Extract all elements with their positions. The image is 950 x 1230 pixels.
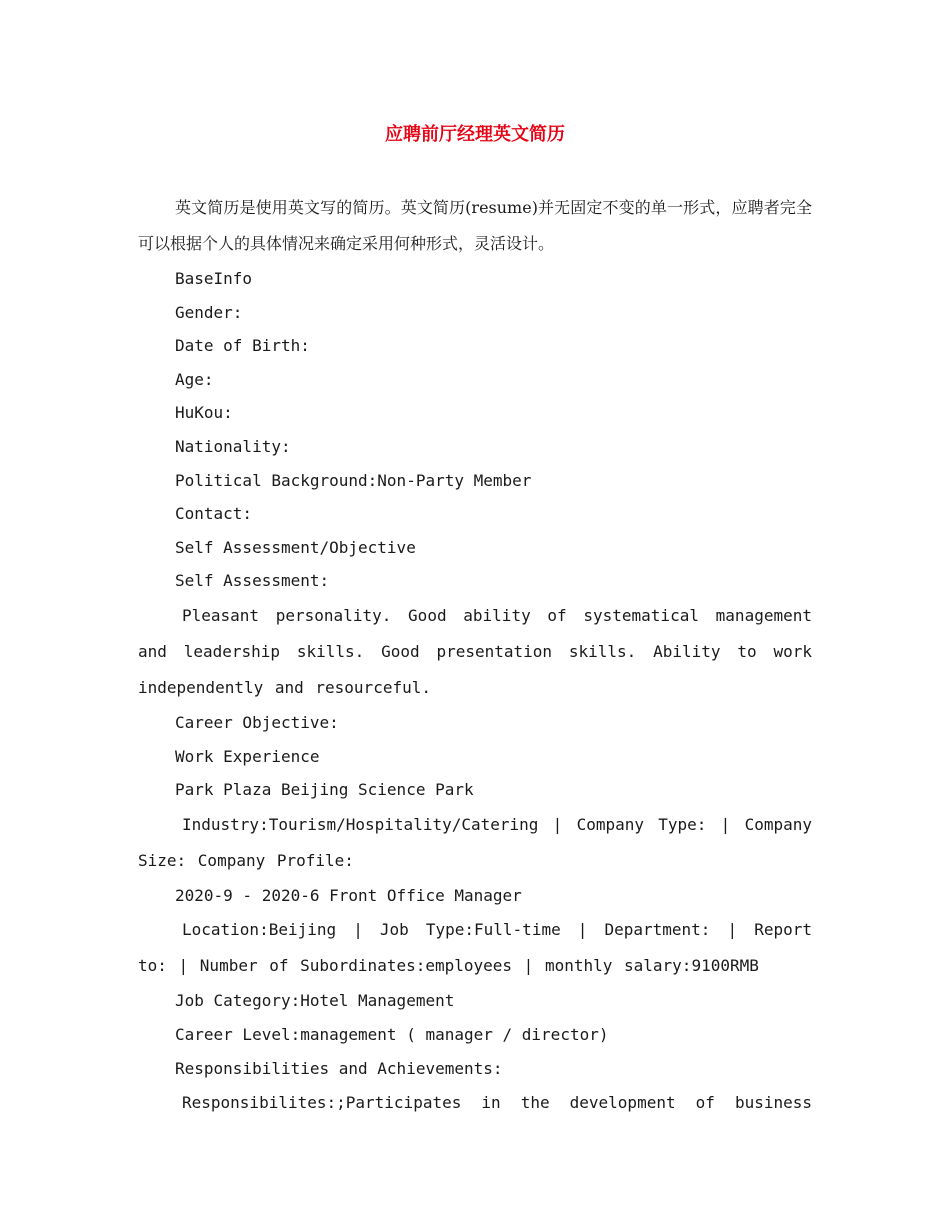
self-assessment-label: Self Assessment: (175, 571, 330, 591)
date-of-birth-field: Date of Birth: (175, 336, 310, 356)
company-info: Industry:Tourism/Hospitality/Catering | Company Type: | Company Size: Company Profile: (138, 814, 812, 870)
age-field: Age: (175, 369, 214, 389)
company-name: Park Plaza Beijing Science Park (175, 780, 474, 800)
job-info: Location:Beijing | Job Type:Full-time | Department: | Report to: | Number of Subordinates:employees | monthly salary:9100RMB (138, 920, 812, 976)
work-experience-heading: Work Experience (175, 746, 320, 766)
career-objective-label: Career Objective: (175, 712, 339, 732)
intro-paragraph: 英文简历是使用英文写的简历。英文简历(resume)并无固定不变的单一形式，应聘者完全可以根据个人的具体情况来确定采用何种形式，灵活设计。 (138, 198, 812, 253)
responsibilities-text: Responsibilites:;Participates in the development of business (182, 1093, 812, 1113)
responsibilities-heading: Responsibilities and Achievements: (175, 1058, 503, 1078)
contact-field: Contact: (175, 504, 253, 524)
political-background-field: Political Background:Non-Party Member (175, 470, 532, 490)
document-body (138, 190, 812, 1121)
self-assessment-text: Pleasant personality. Good ability of systematical management and leadership skills. Good presentation skills. Ability to work independently and resourceful. (138, 605, 812, 697)
document-title: 应聘前厅经理英文简历 (385, 124, 565, 145)
self-assessment-heading: Self Assessment/Objective (175, 537, 416, 557)
nationality-field: Nationality: (175, 436, 291, 456)
job-category: Job Category:Hotel Management (175, 991, 455, 1011)
gender-field: Gender: (175, 302, 243, 322)
career-level: Career Level:management ( manager / director) (175, 1024, 609, 1044)
period-and-title: 2020-9 - 2020-6 Front Office Manager (175, 885, 522, 905)
hukou-field: HuKou: (175, 403, 233, 423)
base-info-heading: BaseInfo (175, 269, 253, 288)
